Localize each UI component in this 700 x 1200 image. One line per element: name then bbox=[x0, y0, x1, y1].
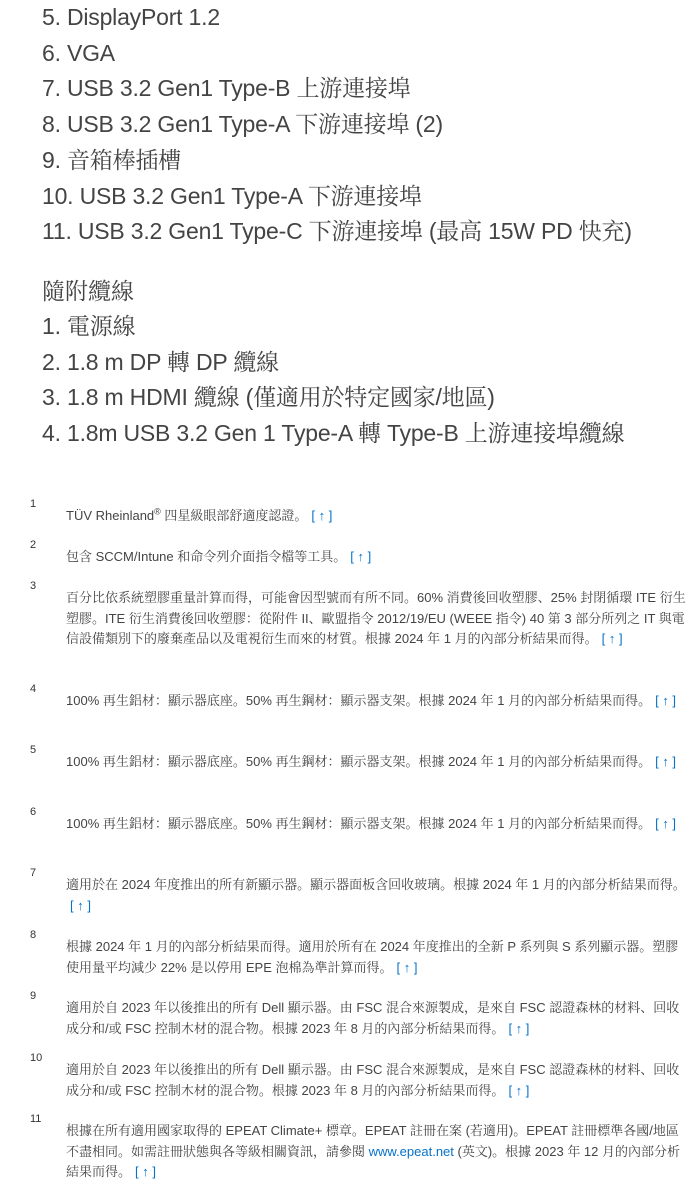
footnote-text bbox=[66, 998, 688, 1039]
footnote-number: 11 bbox=[30, 1113, 42, 1125]
registered-mark: ® bbox=[154, 506, 161, 517]
included-cables-section bbox=[42, 273, 692, 452]
footnote-text-part: 根據 2024 年 1 月的內部分析結果而得。適用於所有在 2024 年度推出的全新 P 系列與 S 系列顯示器。塑膠使用量平均減少 22% 是以停用 EPE 泡棉為準計算而得。 bbox=[66, 939, 679, 975]
footnote-text-part: 百分比依系統塑膠重量計算而得，可能會因型號而有所不同。60% 消費後回收塑膠、25% 封閉循環 ITE 衍生塑膠。ITE 衍生消費後回收塑膠：從附件 II、歐盟指令 2012/19/EU (WEEE 指令) 40 第 3 部分所列之 IT 與電信設備類別下的廢棄產品以及電視衍生而來的材質。根據 2024 年 1 月的內部分析結果而得。 bbox=[66, 590, 686, 646]
footnote-number: 2 bbox=[30, 539, 37, 551]
footnote-number: 3 bbox=[30, 580, 37, 592]
footnote-number: 6 bbox=[30, 806, 37, 818]
back-to-reference-link[interactable]: [ ↑ ] bbox=[396, 959, 418, 975]
port-item-6: 6. VGA bbox=[42, 39, 115, 66]
included-cables-heading: 隨附纜線 bbox=[42, 278, 134, 304]
back-to-reference-link[interactable]: [ ↑ ] bbox=[70, 897, 91, 913]
back-to-reference-link[interactable]: [ ↑ ] bbox=[350, 549, 372, 564]
cable-item-2: 2. 1.8 m DP 轉 DP 纜線 bbox=[42, 348, 279, 375]
port-item-7: 7. USB 3.2 Gen1 Type-B 上游連接埠 bbox=[42, 75, 411, 102]
footnote-text-part: 四星級眼部舒適度認證。 bbox=[160, 508, 308, 523]
footnote-text bbox=[66, 1060, 688, 1101]
port-item-10: 10. USB 3.2 Gen1 Type-A 下游連接埠 bbox=[42, 182, 422, 209]
footnote-number: 7 bbox=[30, 867, 37, 879]
footnote-text bbox=[66, 814, 688, 835]
footnote-text-part: 100% 再生鋁材：顯示器底座。50% 再生鋼材：顯示器支架。根據 2024 年 1 月的內部分析結果而得。 bbox=[66, 816, 652, 831]
footnote-text bbox=[66, 588, 688, 650]
footnote-text-part: 適用於在 2024 年度推出的所有新顯示器。顯示器面板含回收玻璃。根據 2024 年 1 月的內部分析結果而得。 bbox=[66, 877, 686, 892]
back-to-reference-link[interactable]: [ ↑ ] bbox=[508, 1082, 530, 1098]
footnote-text-part: 100% 再生鋁材：顯示器底座。50% 再生鋼材：顯示器支架。根據 2024 年 1 月的內部分析結果而得。 bbox=[66, 754, 652, 769]
footnote-number: 4 bbox=[30, 683, 37, 695]
back-to-reference-link[interactable]: [ ↑ ] bbox=[655, 816, 677, 831]
port-item-9: 9. 音箱棒插槽 bbox=[42, 146, 181, 173]
footnote-text-part: 適用於自 2023 年以後推出的所有 Dell 顯示器。由 FSC 混合來源製成，是來自 FSC 認證森林的材料、回收成分和/或 FSC 控制木材的混合物。根據 2023 年 8 月的內部分析結果而得。 bbox=[66, 1062, 680, 1098]
footnote-number: 1 bbox=[30, 498, 37, 510]
epeat-website-link[interactable]: www.epeat.net bbox=[368, 1143, 454, 1159]
cable-item-4: 4. 1.8m USB 3.2 Gen 1 Type-A 轉 Type-B 上游連接埠纜線 bbox=[42, 420, 625, 447]
footnote-text bbox=[66, 1121, 688, 1183]
footnote-text bbox=[66, 875, 688, 916]
footnote-text-part: 包含 SCCM/Intune 和命令列介面指令檔等工具。 bbox=[66, 549, 347, 564]
footnote-text-part: 100% 再生鋁材：顯示器底座。50% 再生鋼材：顯示器支架。根據 2024 年 1 月的內部分析結果而得。 bbox=[66, 693, 652, 708]
cable-item-1: 1. 電源線 bbox=[42, 313, 136, 339]
footnote-number: 5 bbox=[30, 744, 37, 756]
back-to-reference-link[interactable]: [ ↑ ] bbox=[311, 508, 333, 523]
footnote-number: 10 bbox=[30, 1052, 43, 1064]
footnote-text bbox=[66, 752, 688, 773]
footnote-number: 8 bbox=[30, 929, 37, 941]
port-item-5: 5. DisplayPort 1.2 bbox=[42, 4, 220, 30]
footnote-text bbox=[66, 937, 688, 978]
footnote-text bbox=[66, 547, 688, 568]
footnote-text-part: TÜV Rheinland bbox=[66, 508, 155, 523]
footnote-text-part: 根據在所有適用國家取得的 EPEAT Climate+ 標章。EPEAT 註冊在案 (若適用)。EPEAT 註冊標準各國/地區不盡相同。如需註冊狀態與各等級相關資訊，請參閱 bbox=[66, 1123, 679, 1159]
back-to-reference-link[interactable]: [ ↑ ] bbox=[601, 631, 623, 646]
back-to-reference-link[interactable]: [ ↑ ] bbox=[655, 693, 677, 708]
footnote-text bbox=[66, 506, 688, 527]
back-to-reference-link[interactable]: [ ↑ ] bbox=[135, 1164, 156, 1179]
port-item-11: 11. USB 3.2 Gen1 Type-C 下游連接埠 (最高 15W PD 快充) bbox=[42, 218, 632, 245]
port-item-8: 8. USB 3.2 Gen1 Type-A 下游連接埠 (2) bbox=[42, 111, 443, 138]
back-to-reference-link[interactable]: [ ↑ ] bbox=[655, 754, 677, 769]
footnote-number: 9 bbox=[30, 990, 37, 1002]
footnote-text bbox=[66, 691, 688, 712]
back-to-reference-link[interactable]: [ ↑ ] bbox=[508, 1020, 530, 1036]
footnote-text-part: 適用於自 2023 年以後推出的所有 Dell 顯示器。由 FSC 混合來源製成，是來自 FSC 認證森林的材料、回收成分和/或 FSC 控制木材的混合物。根據 2023 年 8 月的內部分析結果而得。 bbox=[66, 1000, 680, 1036]
cable-item-3: 3. 1.8 m HDMI 纜線 (僅適用於特定國家/地區) bbox=[42, 384, 495, 411]
connector-list bbox=[42, 0, 692, 250]
footnote-text-part: (英文)。根據 2023 年 12 月的內部分析結果而得。 bbox=[66, 1143, 681, 1179]
